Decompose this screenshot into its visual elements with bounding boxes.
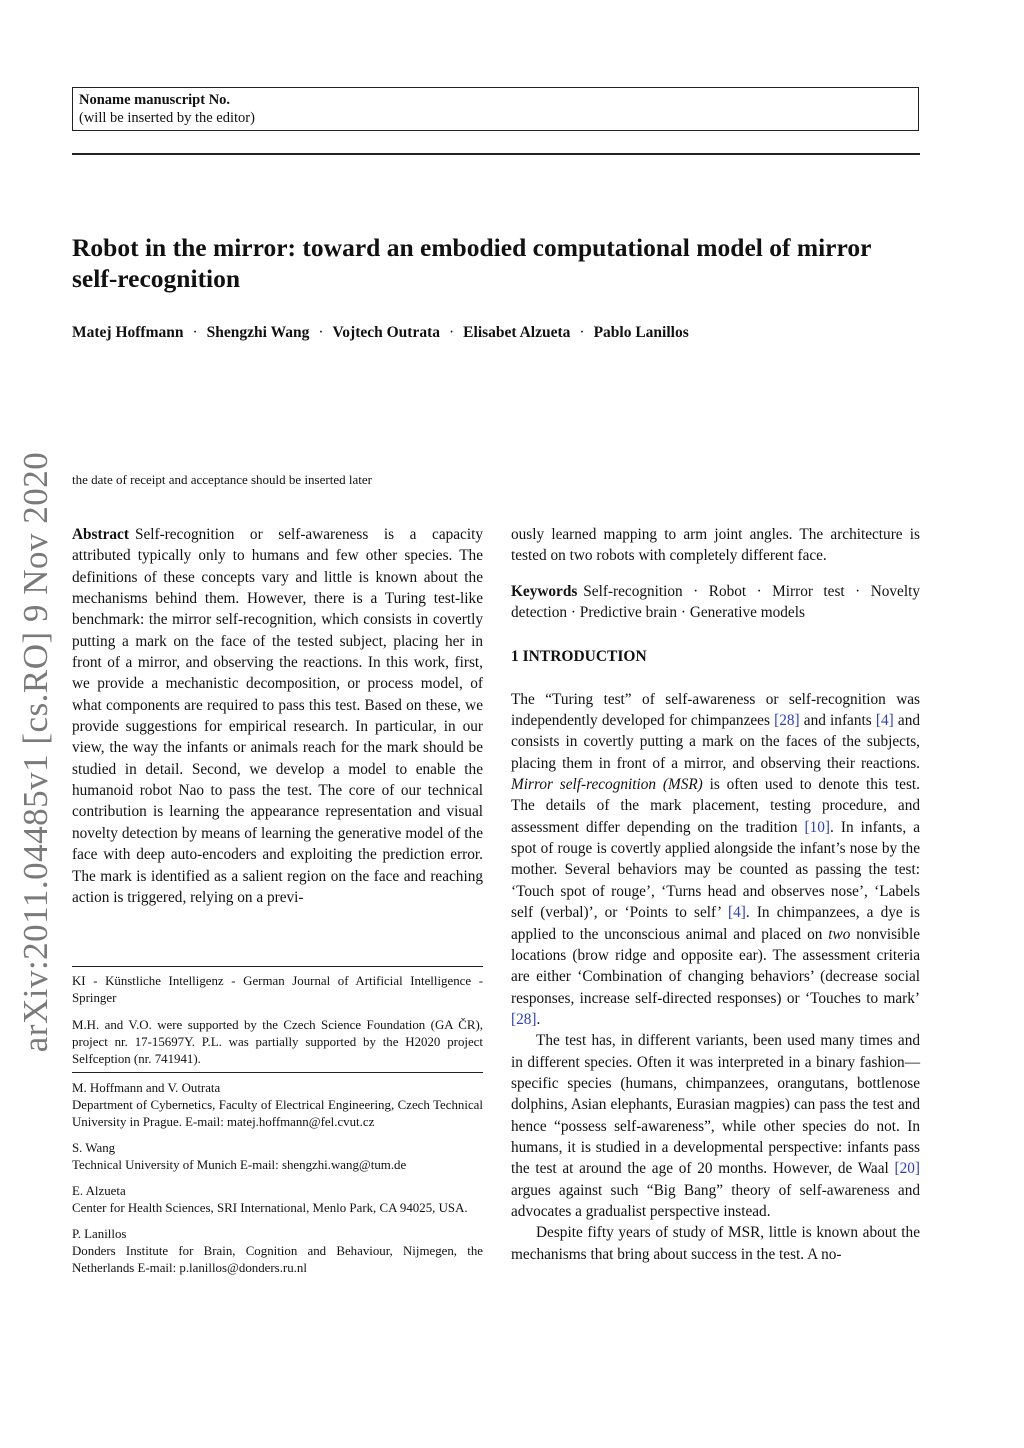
author-separator: ·: [579, 324, 585, 341]
author-name: Elisabet Alzueta: [463, 324, 571, 341]
affiliation-names: M. Hoffmann and V. Outrata: [72, 1081, 221, 1095]
text-run: is often used to denote this test. The details of the mark placement, testing procedure, and assessment differ depending on the tradition: [511, 776, 920, 836]
footnote-rule: [72, 966, 483, 967]
intro-paragraph-2: [511, 1030, 920, 1222]
abstract-text: Self-recognition or self-awareness is a capacity attributed typically only to humans and few other species. The definitions of these concepts vary and little is known about the mechanisms behind them. However, there is a Turing test-like benchmark: the mirror self-recognition, which consists in covertly putting a mark on the face of the tested subject, placing her in front of a mirror, and observing the reactions. In this work, first, we provide a mechanistic decomposition, or process model, of what components are required to pass this test. Based on these, we provide suggestions for empirical research. In particular, in our view, the way the infants or animals reach for the mark should be studied in detail. Second, we develop a model to enable the humanoid robot Nao to pass the test. The core of our technical contribution is learning the appearance representation and visual novelty detection by means of learning the generative model of the face with deep auto-encoders and exploiting the prediction error. The mark is identified as a salient region on the face and reaching action is triggered, relying on a previ-: [72, 526, 483, 906]
manuscript-number-box: [72, 87, 919, 131]
affiliation-names: P. Lanillos: [72, 1227, 127, 1241]
author-name: Shengzhi Wang: [206, 324, 310, 341]
arxiv-identifier: arXiv:2011.04485v1 [cs.RO] 9 Nov 2020: [16, 451, 55, 1053]
emphasis-term: Mirror self-recognition (MSR): [511, 776, 703, 794]
affiliations: [72, 1080, 483, 1277]
editor-note: (will be inserted by the editor): [79, 110, 255, 126]
author-list: [72, 322, 712, 343]
receipt-date-note: the date of receipt and acceptance should be inserted later: [72, 472, 372, 487]
citation-link[interactable]: [20]: [894, 1160, 920, 1178]
text-run: The test has, in different variants, been used many times and in different species. Often it was interpreted in a binary fashion—specific species (humans, chimpanzees, orangutans, bottlenose dolphins, Asian elephants, Eurasian magpies) can pass the test and hence “possess self-awareness”, while other species do not. In humans, it is studied in a developmental perspective: infants pass the test at around the age of 20 months. However, de Waal: [511, 1032, 920, 1178]
journal-note: KI - Künstliche Intelligenz - German Journal of Artificial Intelligence - Springer: [72, 974, 483, 1005]
text-run: and infants: [799, 712, 876, 730]
author-separator: ·: [192, 324, 198, 341]
header-rule: [72, 153, 920, 155]
citation-link[interactable]: [28]: [774, 712, 800, 730]
text-run: . In infants, a spot of rouge is covertly applied alongside the infant’s nose by the mother. Several behaviors may be counted as passing the test: ‘Touch spot of rouge’, ‘Turns head and observes nose’, ‘Labels self (verbal)’, or ‘Points to self’: [511, 818, 920, 922]
affiliation-detail: Donders Institute for Brain, Cognition and Behaviour, Nijmegen, the Netherlands E-mail: p.lanillos@donders.ru.nl: [72, 1244, 483, 1275]
intro-paragraph-1: [511, 689, 920, 1031]
author-name: Vojtech Outrata: [332, 324, 440, 341]
affiliation-names: E. Alzueta: [72, 1184, 126, 1198]
right-column: [511, 524, 920, 1265]
citation-link[interactable]: [28]: [511, 1010, 537, 1028]
intro-paragraph-3: Despite fifty years of study of MSR, little is known about the mechanisms that bring about success in the test. A no-: [511, 1224, 920, 1263]
footnotes: [72, 973, 483, 1068]
keywords-label: Keywords: [511, 582, 578, 600]
abstract: [72, 524, 483, 908]
abstract-label: Abstract: [72, 526, 129, 543]
affiliation-detail: Department of Cybernetics, Faculty of Electrical Engineering, Czech Technical University in Prague. E-mail: matej.hoffmann@fel.cvut.cz: [72, 1098, 483, 1129]
funding-note: M.H. and V.O. were supported by the Czech Science Foundation (GA ČR), project nr. 17-15697Y. P.L. was partially supported by the H2020 project Selfception (nr. 741941).: [72, 1018, 483, 1066]
left-column: [72, 524, 483, 908]
citation-link[interactable]: [10]: [804, 818, 831, 836]
affiliation-detail: Center for Health Sciences, SRI International, Menlo Park, CA 94025, USA.: [72, 1201, 468, 1215]
abstract-continued: ously learned mapping to arm joint angles. The architecture is tested on two robots with completely different face.: [511, 526, 920, 565]
author-separator: ·: [449, 324, 455, 341]
citation-link[interactable]: [4]: [728, 904, 746, 922]
text-run: . In chimpanzees, a dye is applied to the unconscious animal and placed on: [511, 904, 920, 943]
author-name: Matej Hoffmann: [72, 324, 184, 341]
keywords-text: Self-recognition · Robot · Mirror test · Novelty detection · Predictive brain · Generative models: [511, 582, 920, 622]
manuscript-number-label: Noname manuscript No.: [79, 92, 231, 108]
emphasis-term: two: [828, 925, 851, 943]
text-run: and consists in covertly putting a mark on the faces of the subjects, placing them in front of a mirror, and observing their reactions.: [511, 712, 920, 772]
text-run: The “Turing test” of self-awareness or self-recognition was independently developed for chimpanzees: [511, 690, 920, 730]
text-run: nonvisible locations (brow ridge and opposite ear). The assessment criteria are either ‘Combination of changing behaviors’ (decrease social responses, increase self-directed responses) or ‘Touches to mark’: [511, 925, 920, 1007]
affiliation-names: S. Wang: [72, 1141, 116, 1155]
author-separator: ·: [318, 324, 324, 341]
author-name: Pablo Lanillos: [593, 324, 689, 341]
keywords: [511, 581, 920, 624]
section-heading: 1 INTRODUCTION: [511, 648, 647, 666]
paper-title: Robot in the mirror: toward an embodied computational model of mirror self-recognition: [72, 233, 871, 293]
text-run: argues against such “Big Bang” theory of self-awareness and advocates a gradualist perspective instead.: [511, 1181, 920, 1220]
citation-link[interactable]: [4]: [875, 712, 894, 730]
affiliation-detail: Technical University of Munich E-mail: shengzhi.wang@tum.de: [72, 1158, 407, 1172]
affiliation-rule: [72, 1072, 483, 1073]
text-run: .: [536, 1010, 541, 1028]
